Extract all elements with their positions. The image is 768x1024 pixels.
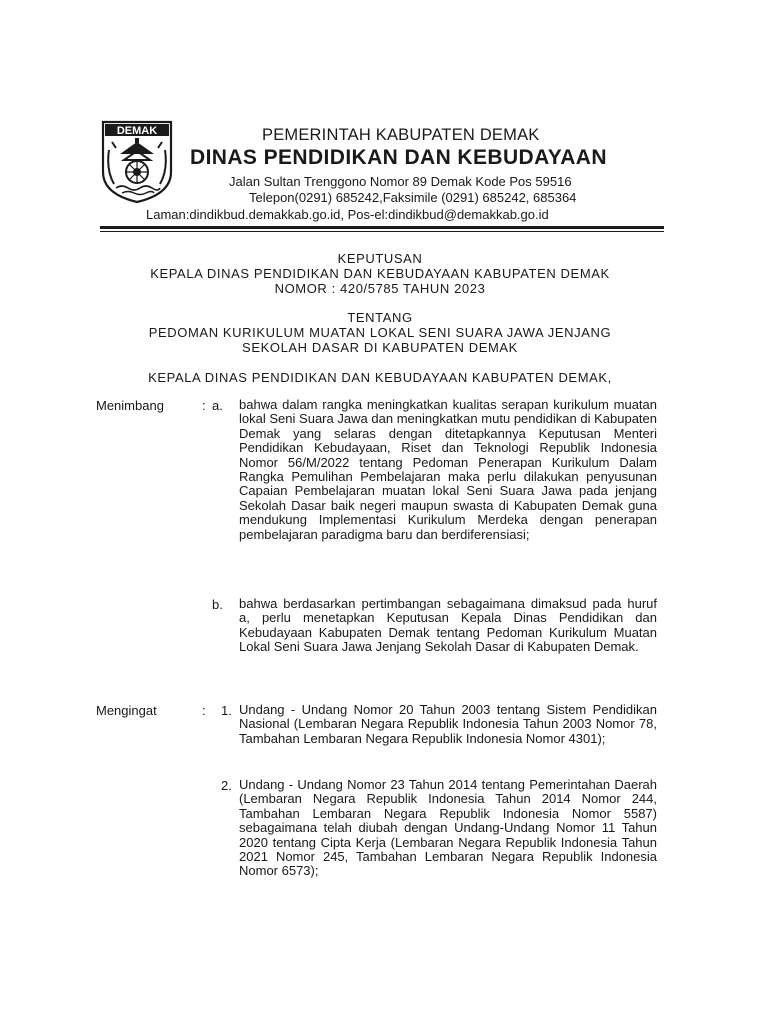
letterhead-web: Laman:dindikbud.demakkab.go.id, Pos-el:dindikbud@demakkab.go.id <box>146 207 549 222</box>
mengingat-item-1: Undang - Undang Nomor 20 Tahun 2003 tentang Sistem Pendidikan Nasional (Lembaran Negara Republik Indonesia Tahun 2003 Nomor 78, Tambahan Lembaran Negara Republik Indonesia Nomor 4301); <box>239 702 657 746</box>
mengingat-marker-1: 1. <box>221 703 232 718</box>
mengingat-marker-2: 2. <box>221 778 232 793</box>
decree-authority: KEPALA DINAS PENDIDIKAN DAN KEBUDAYAAN KABUPATEN DEMAK, <box>148 370 612 385</box>
menimbang-marker-b: b. <box>212 597 223 612</box>
decree-subject-line1: PEDOMAN KURIKULUM MUATAN LOKAL SENI SUARA JAWA JENJANG <box>148 325 612 340</box>
mengingat-colon: : <box>202 703 206 718</box>
emblem-label: DEMAK <box>116 125 158 137</box>
decree-heading: KEPUTUSAN <box>337 251 423 266</box>
decree-number: NOMOR : 420/5785 TAHUN 2023 <box>274 281 486 296</box>
demak-regency-emblem <box>100 120 174 204</box>
decree-subject-line2: SEKOLAH DASAR DI KABUPATEN DEMAK <box>242 340 518 355</box>
decree-about: TENTANG <box>347 310 413 325</box>
menimbang-item-a: bahwa dalam rangka meningkatkan kualitas serapan kurikulum muatan lokal Seni Suara Jawa dan meningkatkan mutu pendidikan di Kabupaten Demak yang selaras dengan ditetapkannya Keputusan Menteri Pendidikan Kebudayaan, Riset dan Teknologi Republik Indonesia Nomor 56/M/2022 tentang Pedoman Penerapan Kurikulum Dalam Rangka Pemulihan Pembelajaran maka perlu dilakukan penyusunan Capaian Pembelajaran muatan lokal Seni Suara Jawa pada jenjang Sekolah Dasar baik negeri maupun swasta di Kabupaten Demak guna mendukung Implementasi Kurikulum Merdeka dengan penerapan pembelajaran paradigma baru dan berdiferensiasi; <box>239 397 657 542</box>
letterhead-agency: DINAS PENDIDIKAN DAN KEBUDAYAAN <box>190 146 607 169</box>
letterhead-address: Jalan Sultan Trenggono Nomor 89 Demak Kode Pos 59516 <box>229 174 572 189</box>
letterhead-rule-thin <box>100 231 664 232</box>
decree-issuer: KEPALA DINAS PENDIDIKAN DAN KEBUDAYAAN KABUPATEN DEMAK <box>150 266 610 281</box>
letterhead-phone: Telepon(0291) 685242,Faksimile (0291) 685242, 685364 <box>249 190 577 205</box>
letterhead-rule-thick <box>100 226 664 229</box>
menimbang-marker-a: a. <box>212 398 223 413</box>
menimbang-label: Menimbang <box>96 398 164 413</box>
mengingat-label: Mengingat <box>96 703 157 718</box>
letterhead-government: PEMERINTAH KABUPATEN DEMAK <box>262 126 540 144</box>
mengingat-item-2: Undang - Undang Nomor 23 Tahun 2014 tentang Pemerintahan Daerah (Lembaran Negara Republik Indonesia Tahun 2014 Nomor 244, Tambahan Lembaran Negara Republik Indonesia Nomor 5587) sebagaimana telah diubah dengan Undang-Undang Nomor 11 Tahun 2020 tentang Cipta Kerja (Lembaran Negara Republik Indonesia Tahun 2021 Nomor 245, Tambahan Lembaran Negara Republik Indonesia Nomor 6573); <box>239 777 657 879</box>
menimbang-colon: : <box>202 398 206 413</box>
menimbang-item-b: bahwa berdasarkan pertimbangan sebagaimana dimaksud pada huruf a, perlu menetapkan Keputusan Kepala Dinas Pendidikan dan Kebudayaan Kabupaten Demak tentang Pedoman Kurikulum Muatan Lokal Seni Suara Jawa Jenjang Sekolah Dasar di Kabupaten Demak. <box>239 596 657 655</box>
